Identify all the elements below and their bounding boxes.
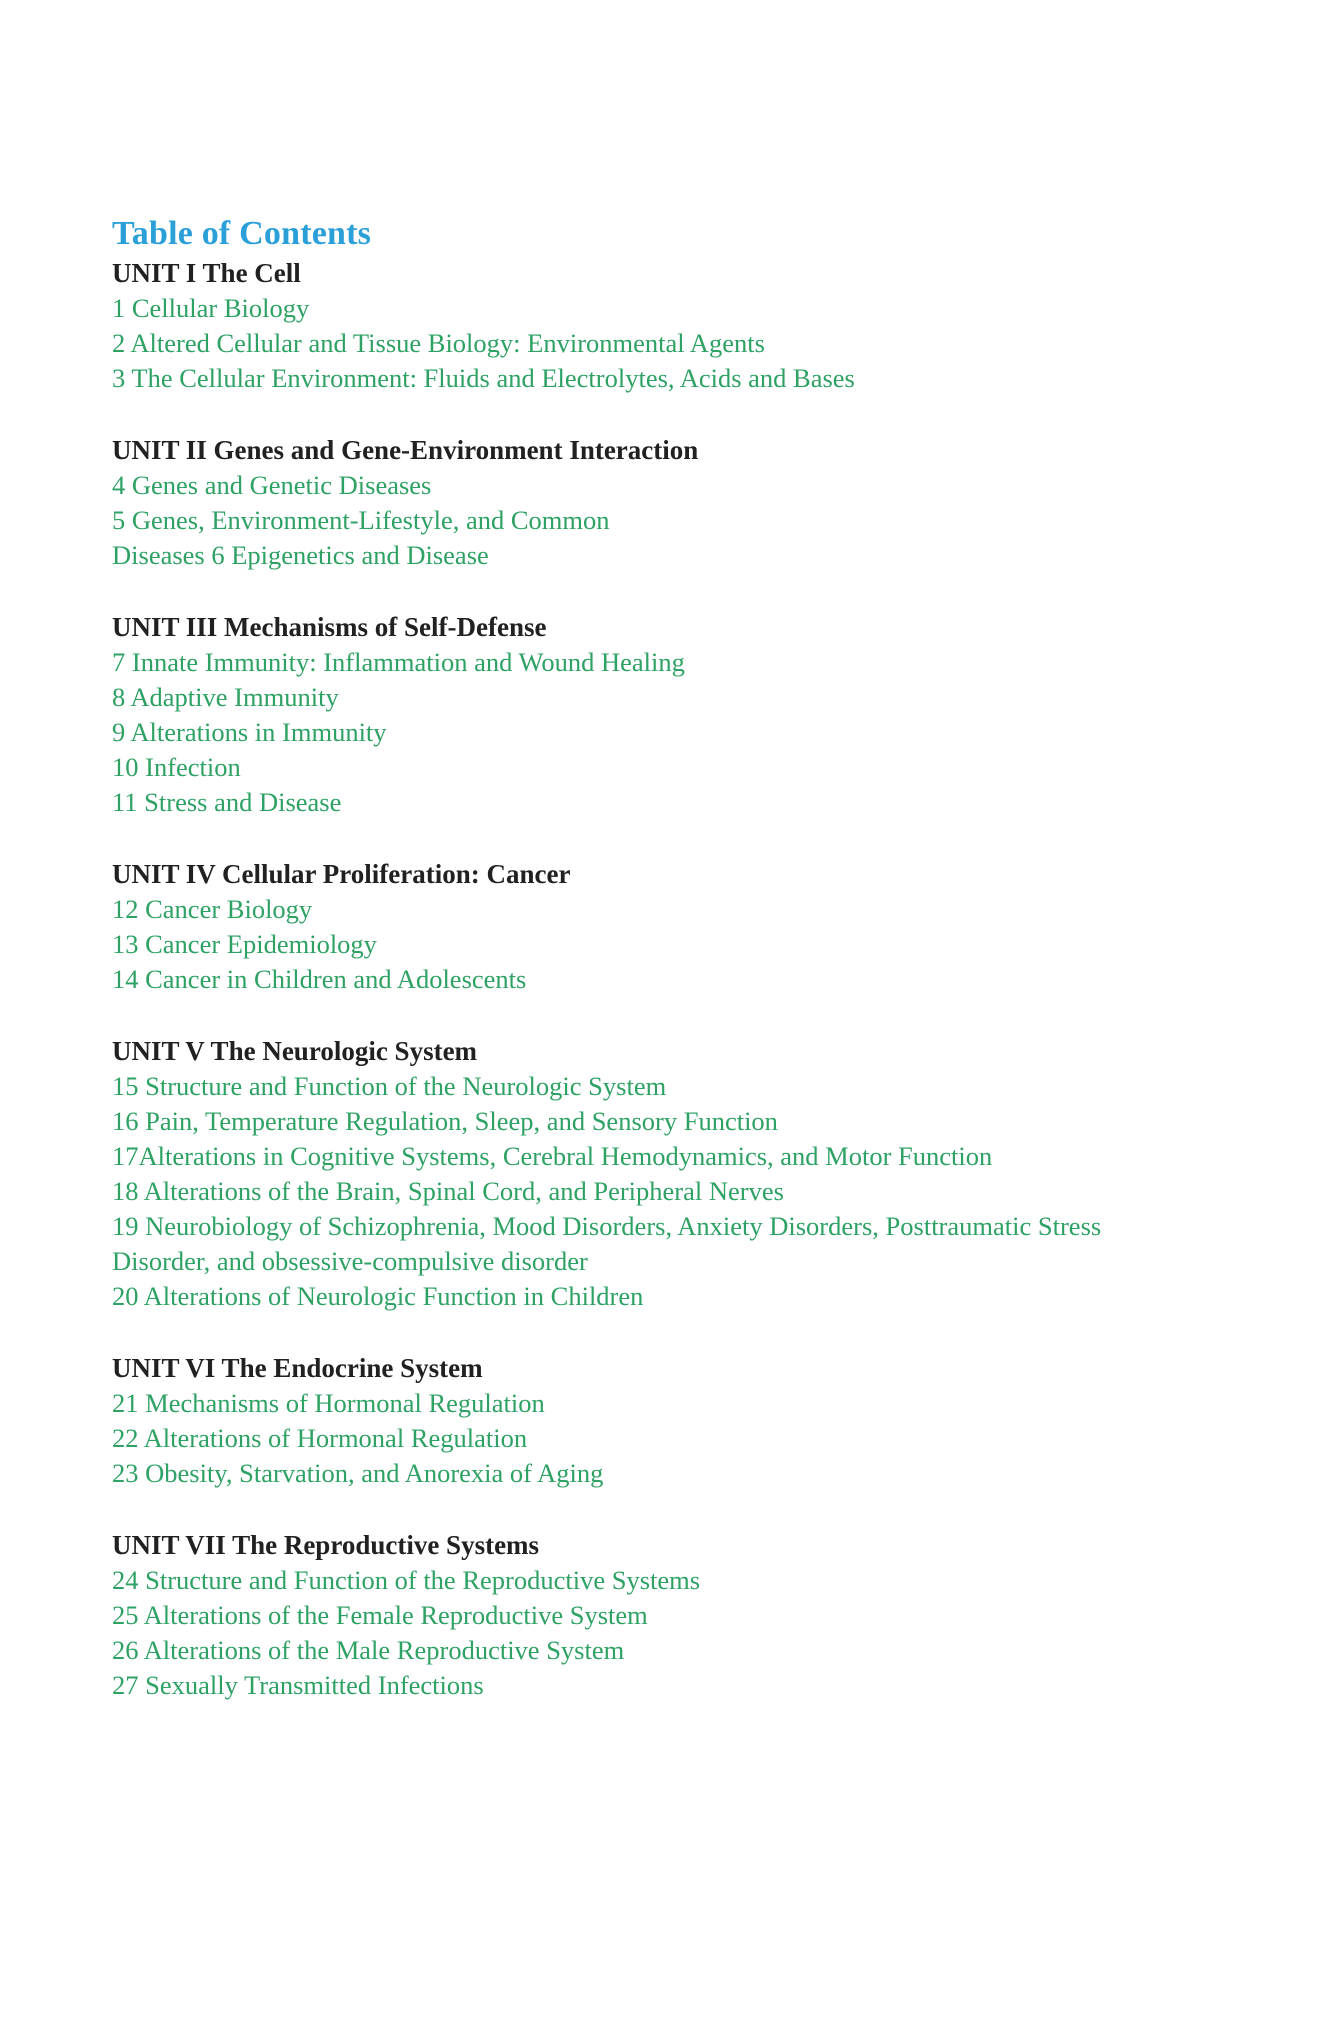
chapter-line: 11 Stress and Disease [112,787,342,817]
unit-heading: UNIT VI The Endocrine System [112,1353,483,1383]
toc-unit [112,256,1260,396]
unit-heading: UNIT IV Cellular Proliferation: Cancer [112,859,571,889]
unit-heading: UNIT VII The Reproductive Systems [112,1530,540,1560]
chapter-line: 18 Alterations of the Brain, Spinal Cord, and Peripheral Nerves [112,1176,784,1206]
chapter-line: 26 Alterations of the Male Reproductive System [112,1635,625,1665]
page-title: Table of Contents [112,215,372,252]
unit-heading: UNIT V The Neurologic System [112,1036,478,1066]
chapter-line: 22 Alterations of Hormonal Regulation [112,1423,528,1453]
chapter-line: 1 Cellular Biology [112,293,310,323]
chapter-line: 25 Alterations of the Female Reproductive System [112,1600,648,1630]
chapter-line: 9 Alterations in Immunity [112,717,387,747]
chapter-line: 4 Genes and Genetic Diseases [112,470,432,500]
toc-unit [112,433,1260,573]
toc-unit [112,610,1260,820]
chapter-line: 21 Mechanisms of Hormonal Regulation [112,1388,545,1418]
chapter-line: 14 Cancer in Children and Adolescents [112,964,527,994]
chapter-line: Diseases 6 Epigenetics and Disease [112,540,489,570]
unit-heading: UNIT I The Cell [112,258,301,288]
chapter-line: 19 Neurobiology of Schizophrenia, Mood Disorders, Anxiety Disorders, Posttraumatic Stress [112,1211,1102,1241]
chapter-line: 24 Structure and Function of the Reproductive Systems [112,1565,701,1595]
toc-unit [112,857,1260,997]
chapter-line: 20 Alterations of Neurologic Function in Children [112,1281,644,1311]
chapter-line: 3 The Cellular Environment: Fluids and Electrolytes, Acids and Bases [112,363,855,393]
chapter-line: Disorder, and obsessive-compulsive disorder [112,1246,588,1276]
toc-unit-list [112,256,1260,1703]
chapter-line: 23 Obesity, Starvation, and Anorexia of Aging [112,1458,604,1488]
toc-unit [112,1351,1260,1491]
toc-unit [112,1528,1260,1703]
unit-heading: UNIT II Genes and Gene-Environment Interaction [112,435,699,465]
toc-content [112,212,1260,1703]
chapter-line: 15 Structure and Function of the Neurologic System [112,1071,667,1101]
chapter-line: 7 Innate Immunity: Inflammation and Wound Healing [112,647,685,677]
chapter-line: 16 Pain, Temperature Regulation, Sleep, and Sensory Function [112,1106,778,1136]
chapter-line: 2 Altered Cellular and Tissue Biology: Environmental Agents [112,328,765,358]
chapter-line: 13 Cancer Epidemiology [112,929,377,959]
chapter-line: 10 Infection [112,752,241,782]
chapter-line: 5 Genes, Environment-Lifestyle, and Common [112,505,610,535]
chapter-line: 8 Adaptive Immunity [112,682,339,712]
chapter-line: 12 Cancer Biology [112,894,313,924]
toc-unit [112,1034,1260,1314]
chapter-line: 27 Sexually Transmitted Infections [112,1670,484,1700]
chapter-line: 17Alterations in Cognitive Systems, Cerebral Hemodynamics, and Motor Function [112,1141,993,1171]
unit-heading: UNIT III Mechanisms of Self-Defense [112,612,547,642]
